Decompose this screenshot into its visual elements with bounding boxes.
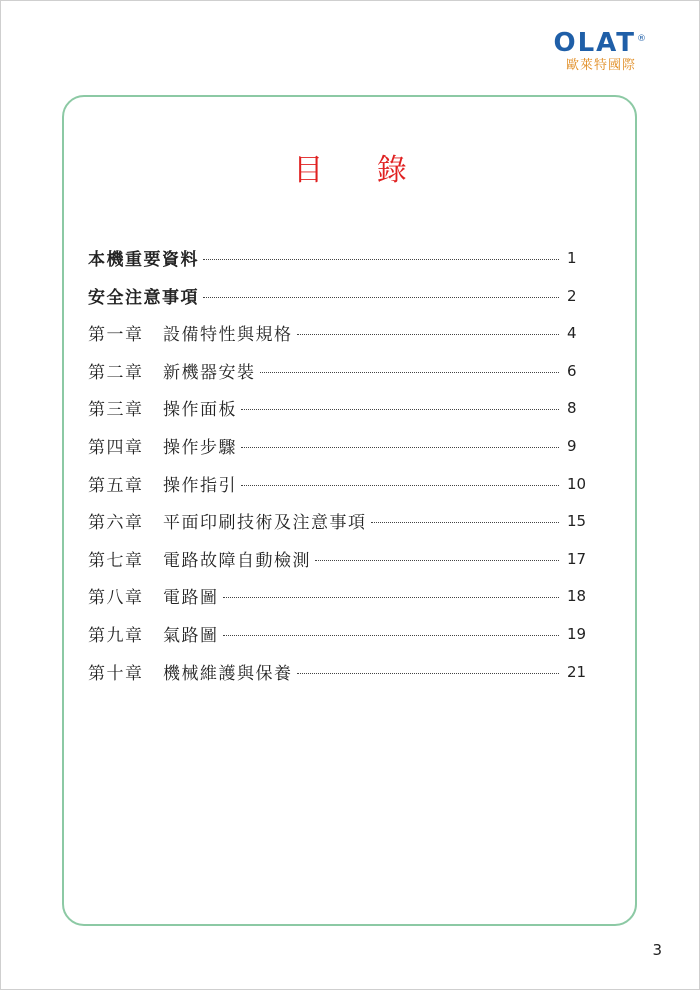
toc-entry-page: 8 bbox=[567, 399, 577, 418]
toc-entry-title: 操作面板 bbox=[163, 400, 237, 421]
toc-entry[interactable] bbox=[88, 319, 593, 357]
toc-entry-title: 新機器安裝 bbox=[163, 362, 256, 383]
toc-entry-label bbox=[88, 620, 219, 650]
toc-entry-label bbox=[88, 244, 199, 274]
toc-chapter-number: 第九章 bbox=[88, 625, 144, 646]
toc-entry-label bbox=[88, 394, 237, 424]
toc-entry-page: 1 bbox=[567, 249, 577, 267]
toc-entry[interactable] bbox=[88, 432, 593, 470]
toc-entry-page: 21 bbox=[567, 662, 587, 681]
page-number: 3 bbox=[652, 941, 662, 959]
toc-chapter-number: 第二章 bbox=[88, 362, 144, 383]
toc-entry-label bbox=[88, 582, 219, 612]
toc-entry[interactable] bbox=[88, 658, 593, 696]
toc-entry-label bbox=[88, 282, 199, 312]
toc-entry-label bbox=[88, 470, 237, 500]
toc-entry[interactable] bbox=[88, 357, 593, 395]
dot-leader bbox=[297, 319, 560, 335]
dot-leader bbox=[223, 620, 560, 636]
table-of-contents bbox=[88, 244, 593, 695]
toc-title: 目 錄 bbox=[293, 153, 429, 188]
toc-entry-title: 氣路圖 bbox=[163, 625, 219, 646]
dot-leader bbox=[223, 582, 560, 598]
toc-entry-label bbox=[88, 507, 367, 537]
toc-entry[interactable] bbox=[88, 582, 593, 620]
dot-leader bbox=[241, 432, 559, 448]
toc-entry-title: 操作指引 bbox=[163, 475, 237, 496]
toc-entry-title: 設備特性與規格 bbox=[163, 325, 293, 346]
toc-entry-page: 2 bbox=[567, 286, 577, 305]
toc-entry-page: 17 bbox=[567, 549, 587, 568]
dot-leader bbox=[241, 394, 559, 410]
logo-mark bbox=[553, 28, 648, 58]
logo-subtitle: 歐萊特國際 bbox=[565, 58, 636, 73]
toc-entry-label bbox=[88, 432, 237, 462]
toc-entry[interactable] bbox=[88, 282, 593, 320]
toc-chapter-number: 第六章 bbox=[88, 513, 144, 534]
toc-entry[interactable] bbox=[88, 394, 593, 432]
toc-entry-page: 15 bbox=[567, 512, 587, 531]
toc-entry-label bbox=[88, 545, 311, 575]
toc-entry-page: 9 bbox=[567, 436, 577, 455]
dot-leader bbox=[371, 507, 560, 523]
toc-entry-label bbox=[88, 319, 293, 349]
toc-entry-title: 電路故障自動檢測 bbox=[163, 550, 311, 571]
toc-chapter-number: 第一章 bbox=[88, 325, 144, 346]
toc-entry-page: 19 bbox=[567, 624, 587, 643]
logo-wordmark: OLAT bbox=[553, 28, 636, 58]
toc-entry-page: 10 bbox=[567, 474, 587, 493]
toc-entry-page: 18 bbox=[567, 587, 587, 606]
toc-entry-page: 6 bbox=[567, 361, 577, 380]
toc-chapter-number: 第八章 bbox=[88, 588, 144, 609]
toc-entry[interactable] bbox=[88, 507, 593, 545]
toc-entry-title: 電路圖 bbox=[163, 588, 219, 609]
dot-leader bbox=[297, 658, 560, 674]
toc-entry-title: 操作步驟 bbox=[163, 437, 237, 458]
toc-entry[interactable] bbox=[88, 244, 593, 282]
toc-entry-title: 機械維護與保養 bbox=[163, 663, 293, 684]
toc-entry-title: 平面印刷技術及注意事項 bbox=[163, 513, 367, 534]
toc-entry[interactable] bbox=[88, 545, 593, 583]
toc-chapter-number: 第五章 bbox=[88, 475, 144, 496]
toc-entry-label bbox=[88, 658, 293, 688]
toc-chapter-number: 第十章 bbox=[88, 663, 144, 684]
toc-entry-page: 4 bbox=[567, 324, 577, 343]
toc-entry[interactable] bbox=[88, 470, 593, 508]
toc-chapter-number: 第七章 bbox=[88, 550, 144, 571]
toc-chapter-number: 第四章 bbox=[88, 437, 144, 458]
toc-entry-title: 本機重要資料 bbox=[88, 250, 199, 270]
toc-entry-label bbox=[88, 357, 256, 387]
olat-logo bbox=[526, 28, 648, 74]
dot-leader bbox=[315, 545, 559, 561]
dot-leader bbox=[260, 357, 560, 373]
toc-entry-title: 安全注意事項 bbox=[88, 287, 199, 308]
toc-chapter-number: 第三章 bbox=[88, 400, 144, 421]
dot-leader bbox=[203, 244, 559, 260]
registered-mark: ® bbox=[637, 34, 648, 44]
toc-entry[interactable] bbox=[88, 620, 593, 658]
dot-leader bbox=[203, 282, 559, 298]
dot-leader bbox=[241, 470, 559, 486]
